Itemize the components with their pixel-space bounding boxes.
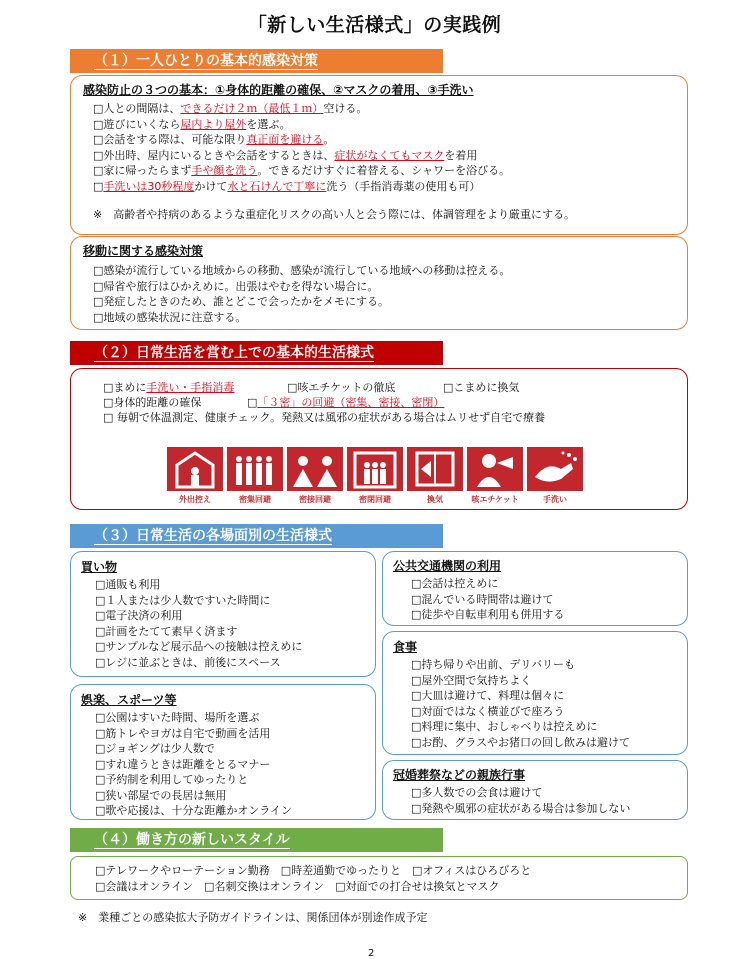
list-item: □会話は控えめに bbox=[411, 577, 499, 590]
leisure-box bbox=[70, 684, 376, 820]
list-item: □通販も利用 bbox=[95, 578, 161, 591]
list-item: □サンプルなど展示品への接触は控えめに bbox=[95, 640, 303, 653]
list-item: □咳エチケットの徹底 bbox=[287, 381, 396, 394]
work-style-box bbox=[70, 856, 688, 900]
section2-heading bbox=[70, 341, 443, 365]
list-item: □料理に集中、おしゃべりは控えめに bbox=[411, 720, 598, 733]
list-item: □筋トレやヨガは自宅で動画を活用 bbox=[95, 726, 271, 740]
transport-box bbox=[382, 551, 688, 626]
list-item: □ジョギングは少人数で bbox=[95, 742, 215, 755]
list-item: □会話をする際は、可能な限り真正面を避ける。 bbox=[93, 133, 335, 146]
pictogram-label: 手洗い bbox=[543, 495, 567, 504]
section4-heading bbox=[70, 828, 443, 852]
list-item: □対面ではなく横並びで座ろう bbox=[411, 704, 565, 718]
list-item: □「３密」の回避（密集、密接、密閉） bbox=[247, 396, 445, 409]
list-item: □計画をたてて素早く済ます bbox=[95, 624, 238, 638]
list-item: □身体的距離の確保 bbox=[103, 396, 202, 409]
list-item: □帰省や旅行はひかえめに。出張はやむを得ない場合に。 bbox=[93, 279, 379, 293]
list-item: □狭い部屋での長居は無用 bbox=[95, 788, 227, 802]
list-item: □大皿は避けて、料理は個々に bbox=[411, 689, 565, 702]
basic-lifestyle-box bbox=[70, 368, 688, 510]
leisure-title: 娯楽、スポーツ等 bbox=[81, 693, 177, 707]
risk-note: ※ 高齢者や持病のあるような重症化リスクの高い人と会う際には、体調管理をより厳重にする。 bbox=[93, 208, 575, 221]
list-item: □発症したときのため、誰とどこで会ったかをメモにする。 bbox=[93, 295, 389, 308]
shopping-title: 買い物 bbox=[81, 560, 118, 574]
list-item: □まめに手洗い・手指消毒 bbox=[103, 381, 235, 394]
list-item: □混んでいる時間帯は避けて bbox=[411, 592, 554, 606]
list-item: □手洗いは30秒程度かけて水と石けんで丁寧に洗う（手指消毒薬の使用も可） bbox=[93, 179, 481, 193]
avoid-crowds-icon bbox=[227, 447, 283, 491]
pictogram-label: 外出控え bbox=[179, 495, 211, 504]
list-item: □電子決済の利用 bbox=[95, 609, 183, 622]
hand-washing-icon bbox=[527, 447, 583, 491]
list-item: □歌や応援は、十分な距離かオンライン bbox=[95, 804, 293, 817]
list-item: □発熱や風邪の症状がある場合は参加しない bbox=[411, 801, 631, 815]
list-item: □屋外空間で気持ちよく bbox=[411, 673, 532, 687]
list-item: □人との間隔は、できるだけ２ｍ（最低１ｍ）空ける。 bbox=[93, 102, 368, 115]
pictogram-label: 密接回避 bbox=[299, 495, 331, 504]
list-item: □外出時、屋内にいるときや会話をするときは、症状がなくてもマスクを着用 bbox=[93, 148, 478, 162]
movement-measures-title: 移動に関する感染対策 bbox=[83, 244, 204, 258]
section1-heading bbox=[70, 49, 443, 73]
list-item: □レジに並ぶときは、前後にスペース bbox=[95, 655, 281, 669]
list-item: □徒歩や自転車利用も併用する bbox=[411, 608, 565, 621]
list-item: □感染が流行している地域からの移動、感染が流行している地域への移動は控える。 bbox=[93, 264, 511, 277]
list-item: □家に帰ったらまず手や顔を洗う。できるだけすぐに着替える、シャワーを浴びる。 bbox=[93, 164, 511, 177]
stay-home-icon bbox=[167, 447, 223, 491]
pictogram-label: 密集回避 bbox=[239, 495, 271, 504]
ventilation-icon bbox=[407, 447, 463, 491]
footnote: ※ 業種ごとの感染拡大予防ガイドラインは、関係団体が別途作成予定 bbox=[78, 911, 428, 924]
shopping-box bbox=[70, 551, 376, 677]
pictogram-label: 咳エチケット bbox=[471, 495, 519, 504]
list-item: □多人数での会食は避けて bbox=[411, 786, 543, 799]
pictogram-label: 換気 bbox=[427, 495, 443, 504]
transport-title: 公共交通機関の利用 bbox=[393, 559, 502, 573]
list-item: □テレワークやローテーション勤務 □時差通勤でゆったりと □オフィスはひろびろと bbox=[95, 864, 532, 877]
list-item: □すれ違うときは距離をとるマナー bbox=[95, 757, 271, 771]
section3-heading bbox=[70, 524, 443, 548]
basic-measures-title: 感染防止の３つの基本：①身体的距離の確保、②マスクの着用、③手洗い bbox=[83, 83, 474, 97]
ceremony-box bbox=[382, 760, 688, 820]
ceremony-title: 冠婚葬祭などの親族行事 bbox=[393, 768, 526, 782]
list-item: □お酌、グラスやお猪口の回し飲みは避けて bbox=[411, 735, 631, 749]
avoid-closed-spaces-icon bbox=[347, 447, 403, 491]
list-item: □予約制を利用してゆったりと bbox=[95, 773, 249, 786]
section3-heading-text: （３）日常生活の各場面別の生活様式 bbox=[94, 528, 332, 544]
page-title: 「新しい生活様式」の実践例 bbox=[247, 14, 502, 36]
list-item: □１人または少人数ですいた時間に bbox=[95, 593, 271, 607]
section2-heading-text: （２）日常生活を営む上での基本的生活様式 bbox=[94, 345, 374, 361]
page-number: 2 bbox=[368, 948, 375, 959]
list-item: □地域の感染状況に注意する。 bbox=[93, 310, 247, 324]
avoid-close-contact-icon bbox=[287, 447, 343, 491]
meals-title: 食事 bbox=[393, 640, 418, 654]
movement-measures-box bbox=[70, 236, 688, 330]
list-item: □会議はオンライン □名刺交換はオンライン □対面での打合せは換気とマスク bbox=[95, 879, 500, 893]
meals-box bbox=[382, 631, 688, 755]
list-item: □ 毎朝で体温測定、健康チェック。発熱又は風邪の症状がある場合はムリせず自宅で療養 bbox=[103, 411, 546, 424]
pictogram-label: 密閉回避 bbox=[359, 495, 391, 504]
list-item: □公園はすいた時間、場所を選ぶ bbox=[95, 711, 260, 724]
list-item: □遊びにいくなら屋内より屋外を選ぶ。 bbox=[93, 117, 291, 131]
list-item: □こまめに換気 bbox=[443, 381, 520, 394]
basic-measures-box bbox=[70, 75, 688, 235]
section4-heading-text: （４）働き方の新しいスタイル bbox=[94, 832, 290, 848]
cough-etiquette-icon bbox=[467, 447, 523, 491]
section1-heading-text: （１）一人ひとりの基本的感染対策 bbox=[94, 53, 318, 69]
list-item: □持ち帰りや出前、デリバリーも bbox=[411, 658, 576, 671]
